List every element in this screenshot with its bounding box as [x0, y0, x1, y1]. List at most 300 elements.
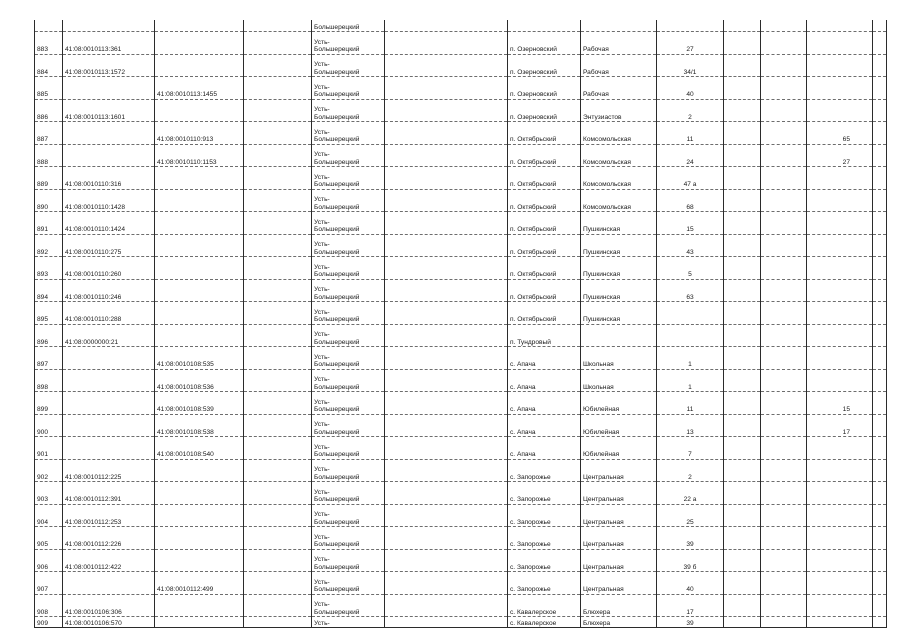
- cadastral-number-alt-cell: 41:08:0010108:539: [155, 392, 244, 415]
- empty-cell: [385, 54, 508, 77]
- empty-cell: [724, 144, 761, 167]
- district-line-1: Усть-: [314, 61, 330, 69]
- street-cell: Центральная: [581, 527, 657, 550]
- district-line-1: Усть-: [314, 286, 330, 294]
- apartment-cell: 27: [807, 144, 873, 167]
- house-number-cell: 22 а: [657, 482, 724, 505]
- cadastral-number-alt-cell: [155, 54, 244, 77]
- empty-cell: [385, 414, 508, 437]
- empty-cell: [873, 594, 887, 617]
- empty-cell: [385, 144, 508, 167]
- empty-cell: [385, 279, 508, 302]
- cadastral-number-cell: [63, 414, 155, 437]
- cadastral-number-cell: 41:08:0010106:306: [63, 594, 155, 617]
- house-number-cell: 47 а: [657, 167, 724, 190]
- apartment-cell: [807, 32, 873, 55]
- settlement-cell: с. Апача: [508, 347, 581, 370]
- empty-cell: [724, 99, 761, 122]
- empty-cell: [873, 257, 887, 280]
- row-number-cell: 897: [35, 347, 63, 370]
- table-row: [35, 504, 887, 527]
- settlement-cell: п. Озерновский: [508, 99, 581, 122]
- empty-cell: [724, 594, 761, 617]
- empty-cell: [761, 347, 807, 370]
- empty-cell: [873, 99, 887, 122]
- district-line-1: Усть-: [314, 488, 330, 496]
- cadastral-number-alt-cell: [155, 189, 244, 212]
- table-row: [35, 347, 887, 370]
- district-cell: [312, 144, 385, 167]
- district-line-1: Усть-: [314, 331, 330, 339]
- empty-cell: [724, 234, 761, 257]
- empty-cell: [873, 572, 887, 595]
- table-row: [35, 369, 887, 392]
- apartment-cell: [807, 99, 873, 122]
- table-row: [35, 594, 887, 617]
- settlement-cell: с. Запорожье: [508, 482, 581, 505]
- street-cell: Юбилейная: [581, 414, 657, 437]
- table-row: [35, 527, 887, 550]
- cadastral-number-alt-cell: [155, 617, 244, 628]
- district-cell: [312, 77, 385, 100]
- district-line-2: Большерецкий: [314, 406, 360, 414]
- district-cell: [312, 32, 385, 55]
- district-line-2: Большерецкий: [314, 496, 360, 504]
- empty-cell: [244, 77, 312, 100]
- empty-cell: [761, 257, 807, 280]
- empty-cell: [244, 369, 312, 392]
- apartment-cell: 65: [807, 122, 873, 145]
- empty-cell: [761, 189, 807, 212]
- cadastral-number-alt-cell: [155, 302, 244, 325]
- house-number-cell: 1: [657, 347, 724, 370]
- district-cell: [312, 122, 385, 145]
- empty-cell: [385, 482, 508, 505]
- settlement-cell: с. Запорожье: [508, 504, 581, 527]
- row-number-cell: 902: [35, 459, 63, 482]
- cadastral-number-cell: 41:08:0010113:361: [63, 32, 155, 55]
- settlement-cell: с. Запорожье: [508, 459, 581, 482]
- row-number-cell: 901: [35, 437, 63, 460]
- district-cell: [312, 302, 385, 325]
- house-number-cell: 39: [657, 527, 724, 550]
- apartment-cell: [807, 189, 873, 212]
- empty-cell: [873, 167, 887, 190]
- table-row: [35, 234, 887, 257]
- address-table: [34, 20, 887, 628]
- empty-cell: [761, 167, 807, 190]
- district-line-1: Усть-: [314, 106, 330, 114]
- cadastral-number-cell: [63, 572, 155, 595]
- district-cell: [312, 572, 385, 595]
- empty-cell: [761, 302, 807, 325]
- empty-cell: [244, 437, 312, 460]
- district-line-1: Усть-: [314, 533, 330, 541]
- empty-cell: [724, 392, 761, 415]
- cadastral-number-cell: 41:08:0010106:570: [63, 617, 155, 628]
- empty-cell: [385, 99, 508, 122]
- district-line-2: Большерецкий: [314, 271, 360, 279]
- empty-cell: [761, 77, 807, 100]
- cadastral-number-cell: 41:08:0000000:21: [63, 324, 155, 347]
- table-row: [35, 99, 887, 122]
- house-number-cell: [657, 324, 724, 347]
- empty-cell: [724, 549, 761, 572]
- street-cell: Школьная: [581, 347, 657, 370]
- empty-cell: [724, 122, 761, 145]
- district-line-2: Большерецкий: [314, 451, 360, 459]
- cadastral-number-cell: [63, 347, 155, 370]
- cadastral-number-cell: 41:08:0010113:1601: [63, 99, 155, 122]
- cadastral-number-alt-cell: [155, 212, 244, 235]
- street-cell: Пушкинская: [581, 234, 657, 257]
- settlement-cell: п. Тундровый: [508, 324, 581, 347]
- settlement-cell: с. Запорожье: [508, 527, 581, 550]
- empty-cell: [873, 302, 887, 325]
- empty-cell: [873, 54, 887, 77]
- street-cell: Центральная: [581, 549, 657, 572]
- apartment-cell: [807, 167, 873, 190]
- settlement-cell: с. Апача: [508, 414, 581, 437]
- empty-cell: [761, 414, 807, 437]
- cadastral-number-alt-cell: [155, 459, 244, 482]
- row-number-cell: 886: [35, 99, 63, 122]
- cadastral-number-alt-cell: [155, 549, 244, 572]
- empty-cell: [873, 527, 887, 550]
- settlement-cell: п. Октябрьский: [508, 212, 581, 235]
- district-cell: [312, 324, 385, 347]
- empty-cell: [761, 549, 807, 572]
- empty-cell: [724, 279, 761, 302]
- district-cell: [312, 527, 385, 550]
- empty-cell: [761, 324, 807, 347]
- street-cell: Центральная: [581, 504, 657, 527]
- cadastral-number-cell: 41:08:0010110:288: [63, 302, 155, 325]
- empty-cell: [724, 257, 761, 280]
- empty-cell: [244, 549, 312, 572]
- empty-cell: [724, 414, 761, 437]
- district-line-2: Большерецкий: [314, 293, 360, 301]
- district-line-2: Большерецкий: [314, 46, 360, 54]
- house-number-cell: 68: [657, 189, 724, 212]
- table-row-top: [35, 20, 887, 32]
- district-cell: [312, 617, 385, 628]
- document-sheet: [34, 20, 886, 628]
- settlement-cell: п. Озерновский: [508, 32, 581, 55]
- row-number-cell: 906: [35, 549, 63, 572]
- table-body: [35, 20, 887, 628]
- row-number-cell: 884: [35, 54, 63, 77]
- settlement-cell: п. Октябрьский: [508, 122, 581, 145]
- empty-cell: [244, 212, 312, 235]
- empty-cell: [761, 527, 807, 550]
- house-number-cell: 2: [657, 459, 724, 482]
- street-cell: Центральная: [581, 459, 657, 482]
- row-number-cell: 905: [35, 527, 63, 550]
- district-line-2: Большерецкий: [314, 68, 360, 76]
- table-row: [35, 167, 887, 190]
- district-line-2: Большерецкий: [314, 113, 360, 121]
- table-row: [35, 482, 887, 505]
- district-line-2: Большерецкий: [314, 203, 360, 211]
- cadastral-number-alt-cell: 41:08:0010113:1455: [155, 77, 244, 100]
- district-line-1: Усть-: [314, 263, 330, 271]
- street-cell: Рабочая: [581, 54, 657, 77]
- cadastral-number-alt-cell: 41:08:0010112:499: [155, 572, 244, 595]
- cadastral-number-cell: 41:08:0010112:225: [63, 459, 155, 482]
- empty-cell: [385, 257, 508, 280]
- settlement-cell: п. Октябрьский: [508, 144, 581, 167]
- empty-cell: [244, 257, 312, 280]
- district-line-2: Большерецкий: [314, 428, 360, 436]
- cadastral-number-cell: 41:08:0010112:253: [63, 504, 155, 527]
- district-cell: [312, 347, 385, 370]
- house-number-cell: 24: [657, 144, 724, 167]
- apartment-cell: 17: [807, 414, 873, 437]
- apartment-cell: [807, 504, 873, 527]
- empty-cell: [761, 482, 807, 505]
- empty-cell: [244, 234, 312, 257]
- empty-cell: [385, 212, 508, 235]
- empty-cell: [385, 617, 508, 628]
- row-number-cell: 900: [35, 414, 63, 437]
- table-row: [35, 437, 887, 460]
- district-cell: [312, 279, 385, 302]
- empty-cell: [724, 347, 761, 370]
- district-line-2: Большерецкий: [314, 226, 360, 234]
- cadastral-number-cell: 41:08:0010113:1572: [63, 54, 155, 77]
- district-cell: [312, 594, 385, 617]
- house-number-cell: 39 б: [657, 549, 724, 572]
- apartment-cell: [807, 594, 873, 617]
- district-cell: [312, 369, 385, 392]
- house-number-cell: 39: [657, 617, 724, 628]
- empty-cell: [385, 437, 508, 460]
- empty-cell: [873, 279, 887, 302]
- district-line-1: Усть-: [314, 218, 330, 226]
- empty-cell: [724, 302, 761, 325]
- table-row: [35, 459, 887, 482]
- row-number-cell: 889: [35, 167, 63, 190]
- settlement-cell: п. Озерновский: [508, 54, 581, 77]
- empty-cell: [385, 189, 508, 212]
- empty-cell: [385, 32, 508, 55]
- district-line-2: Большерецкий: [314, 136, 360, 144]
- row-number-cell: 893: [35, 257, 63, 280]
- cadastral-number-cell: 41:08:0010110:246: [63, 279, 155, 302]
- district-line-2: Большерецкий: [314, 248, 360, 256]
- table-row: [35, 302, 887, 325]
- empty-cell: [724, 324, 761, 347]
- district-line-1: Усть-: [314, 83, 330, 91]
- cadastral-number-cell: 41:08:0010110:275: [63, 234, 155, 257]
- street-cell: Центральная: [581, 482, 657, 505]
- empty-cell: [761, 32, 807, 55]
- empty-cell: [244, 189, 312, 212]
- house-number-cell: 11: [657, 122, 724, 145]
- district-line-2: Большерецкий: [314, 563, 360, 571]
- row-number-cell: 895: [35, 302, 63, 325]
- district-cell: [312, 482, 385, 505]
- row-number-cell: 890: [35, 189, 63, 212]
- empty-cell: [761, 144, 807, 167]
- empty-cell: [724, 32, 761, 55]
- empty-cell: [385, 77, 508, 100]
- cadastral-number-alt-cell: [155, 167, 244, 190]
- row-number-cell: 892: [35, 234, 63, 257]
- district-line-2: Большерецкий: [314, 518, 360, 526]
- house-number-cell: 15: [657, 212, 724, 235]
- district-line-1: Усть-: [314, 443, 330, 451]
- empty-cell: [873, 122, 887, 145]
- empty-cell: [244, 572, 312, 595]
- cadastral-number-alt-cell: 41:08:0010110:1153: [155, 144, 244, 167]
- empty-cell: [761, 392, 807, 415]
- district-line-1: Усть-: [314, 128, 330, 136]
- cadastral-number-alt-cell: [155, 234, 244, 257]
- empty-cell: [724, 459, 761, 482]
- row-number-cell: 903: [35, 482, 63, 505]
- settlement-cell: с. Кавалерское: [508, 594, 581, 617]
- district-cell: [312, 189, 385, 212]
- street-cell: Пушкинская: [581, 257, 657, 280]
- cadastral-number-cell: [63, 369, 155, 392]
- street-cell: Блюхера: [581, 617, 657, 628]
- cadastral-number-alt-cell: 41:08:0010108:538: [155, 414, 244, 437]
- apartment-cell: [807, 482, 873, 505]
- house-number-cell: 25: [657, 504, 724, 527]
- cadastral-number-alt-cell: 41:08:0010110:913: [155, 122, 244, 145]
- empty-cell: [244, 617, 312, 628]
- empty-cell: [244, 347, 312, 370]
- district-cell: [312, 549, 385, 572]
- empty-cell: [873, 189, 887, 212]
- district-line-2: Большерецкий: [314, 608, 360, 616]
- empty-cell: [385, 572, 508, 595]
- apartment-cell: [807, 54, 873, 77]
- district-line-1: Усть-: [314, 601, 330, 609]
- house-number-cell: 2: [657, 99, 724, 122]
- street-cell: [581, 324, 657, 347]
- empty-cell: [873, 324, 887, 347]
- row-number-cell: 896: [35, 324, 63, 347]
- empty-cell: [761, 437, 807, 460]
- cadastral-number-cell: 41:08:0010110:1428: [63, 189, 155, 212]
- cadastral-number-cell: [63, 144, 155, 167]
- district-line-1: Усть-: [314, 151, 330, 159]
- street-cell: Комсомольская: [581, 144, 657, 167]
- row-number-cell: 894: [35, 279, 63, 302]
- empty-cell: [244, 32, 312, 55]
- district-line-2: Большерецкий: [314, 91, 360, 99]
- empty-cell: [244, 167, 312, 190]
- settlement-cell: с. Кавалерское: [508, 617, 581, 628]
- row-number-cell: 887: [35, 122, 63, 145]
- house-number-cell: 34/1: [657, 54, 724, 77]
- house-number-cell: 40: [657, 77, 724, 100]
- row-number-cell: 883: [35, 32, 63, 55]
- district-line-1: Усть-: [314, 353, 330, 361]
- district-cell: [312, 437, 385, 460]
- empty-cell: [244, 144, 312, 167]
- cadastral-number-cell: [63, 437, 155, 460]
- empty-cell: [385, 369, 508, 392]
- cadastral-number-cell: 41:08:0010110:260: [63, 257, 155, 280]
- empty-cell: [385, 594, 508, 617]
- street-cell: Рабочая: [581, 77, 657, 100]
- district-line-1: Усть-: [314, 376, 330, 384]
- empty-cell: [873, 414, 887, 437]
- cadastral-number-cell: 41:08:0010112:422: [63, 549, 155, 572]
- apartment-cell: [807, 234, 873, 257]
- cadastral-number-alt-cell: [155, 482, 244, 505]
- empty-cell: [724, 369, 761, 392]
- cadastral-number-cell: 41:08:0010112:391: [63, 482, 155, 505]
- street-cell: Юбилейная: [581, 392, 657, 415]
- district-cell: [312, 212, 385, 235]
- street-cell: Комсомольская: [581, 167, 657, 190]
- district-cell: [312, 459, 385, 482]
- street-cell: Комсомольская: [581, 189, 657, 212]
- empty-cell: [244, 414, 312, 437]
- district-line-1: Усть-: [314, 511, 330, 519]
- cadastral-number-cell: 41:08:0010112:226: [63, 527, 155, 550]
- empty-cell: [724, 77, 761, 100]
- apartment-cell: [807, 549, 873, 572]
- empty-cell: [385, 234, 508, 257]
- settlement-cell: с. Запорожье: [508, 572, 581, 595]
- empty-cell: [724, 212, 761, 235]
- district-line-2: Большерецкий: [314, 361, 360, 369]
- settlement-cell: п. Октябрьский: [508, 279, 581, 302]
- empty-cell: [873, 617, 887, 628]
- house-number-cell: 63: [657, 279, 724, 302]
- apartment-cell: [807, 324, 873, 347]
- table-row: [35, 617, 887, 628]
- district-line-2: Большерецкий: [314, 586, 360, 594]
- empty-cell: [244, 54, 312, 77]
- empty-cell: [385, 302, 508, 325]
- apartment-cell: [807, 347, 873, 370]
- row-number-cell: 909: [35, 617, 63, 628]
- cadastral-number-alt-cell: [155, 504, 244, 527]
- empty-cell: [873, 437, 887, 460]
- cadastral-number-cell: [63, 122, 155, 145]
- cadastral-number-alt-cell: 41:08:0010108:536: [155, 369, 244, 392]
- district-line-1: Усть-: [314, 398, 330, 406]
- empty-cell: [244, 324, 312, 347]
- district-line-1: Усть-: [314, 196, 330, 204]
- settlement-cell: с. Запорожье: [508, 549, 581, 572]
- district-line-1: Усть-: [314, 241, 330, 249]
- house-number-cell: 43: [657, 234, 724, 257]
- table-row: [35, 189, 887, 212]
- empty-cell: [724, 167, 761, 190]
- apartment-cell: [807, 257, 873, 280]
- district-line-1: Усть-: [314, 173, 330, 181]
- apartment-cell: [807, 212, 873, 235]
- district-line-2: Большерецкий: [314, 158, 360, 166]
- empty-cell: [244, 99, 312, 122]
- house-number-cell: 5: [657, 257, 724, 280]
- table-row: [35, 257, 887, 280]
- district-cell: [312, 392, 385, 415]
- street-cell: Центральная: [581, 572, 657, 595]
- empty-cell: [873, 212, 887, 235]
- table-row: [35, 549, 887, 572]
- empty-cell: [761, 279, 807, 302]
- empty-cell: [244, 459, 312, 482]
